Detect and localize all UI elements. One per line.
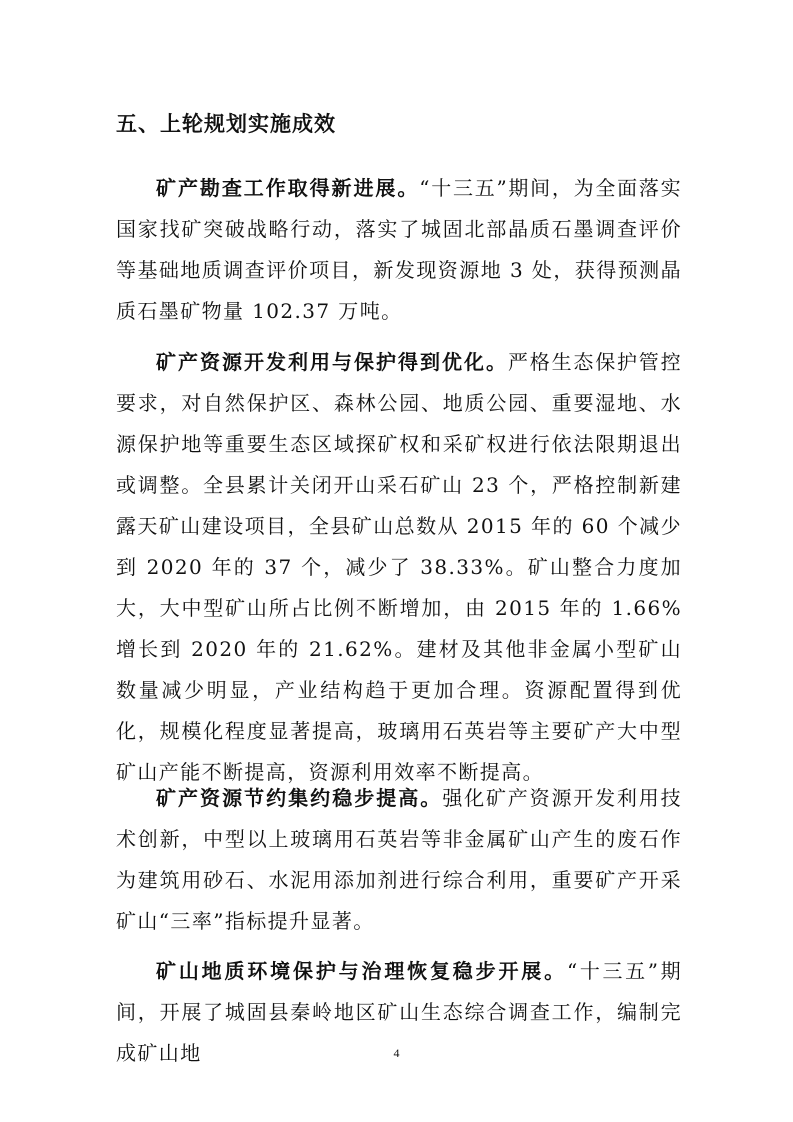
page-number: 4	[393, 1046, 400, 1060]
paragraph-lead: 矿山地质环境保护与治理恢复稳步开展。	[156, 959, 567, 983]
paragraph-body: “十三五”期间，开展了城固县秦岭地区矿山生态综合调查工作，编制完成矿山地	[116, 959, 682, 1065]
section-heading: 五、上轮规划实施成效	[116, 112, 336, 136]
paragraph-conservation	[116, 778, 682, 942]
paragraph-body: 严格生态保护管控要求，对自然保护区、森林公园、地质公园、重要湿地、水源保护地等重要生态区域探矿权和采矿权进行依法限期退出或调整。全县累计关闭开山采石矿山 23 个，严格控制新建露天矿山建设项目，全县矿山总数从 2015 年的 60 个减少到 2020 年的 37 个，减少了 38.33%。矿山整合力度加大，大中型矿山所占比例不断增加，由 2015 年的 1.66%增长到 2020 年的 21.62%。建材及其他非金属小型矿山数量减少明显，产业结构趋于更加合理。资源配置得到优化，规模化程度显著提高，玻璃用石英岩等主要矿产大中型矿山产能不断提高，资源利用效率不断提高。	[116, 350, 682, 784]
paragraph-exploration	[116, 168, 682, 332]
paragraph-lead: 矿产资源开发利用与保护得到优化。	[156, 350, 508, 374]
paragraph-body: “十三五”期间，为全面落实国家找矿突破战略行动，落实了城固北部晶质石墨调查评价等基础地质调查评价项目，新发现资源地 3 处，获得预测晶质石墨矿物量 102.37 万吨。	[116, 176, 683, 323]
paragraph-development	[116, 342, 682, 793]
paragraph-lead: 矿产勘查工作取得新进展。	[156, 176, 420, 200]
paragraph-lead: 矿产资源节约集约稳步提高。	[156, 786, 443, 810]
paragraph-body: 强化矿产资源开发利用技术创新，中型以上玻璃用石英岩等非金属矿山产生的废石作为建筑用砂石、水泥用添加剂进行综合利用，重要矿产开采矿山“三率”指标提升显著。	[116, 786, 682, 933]
